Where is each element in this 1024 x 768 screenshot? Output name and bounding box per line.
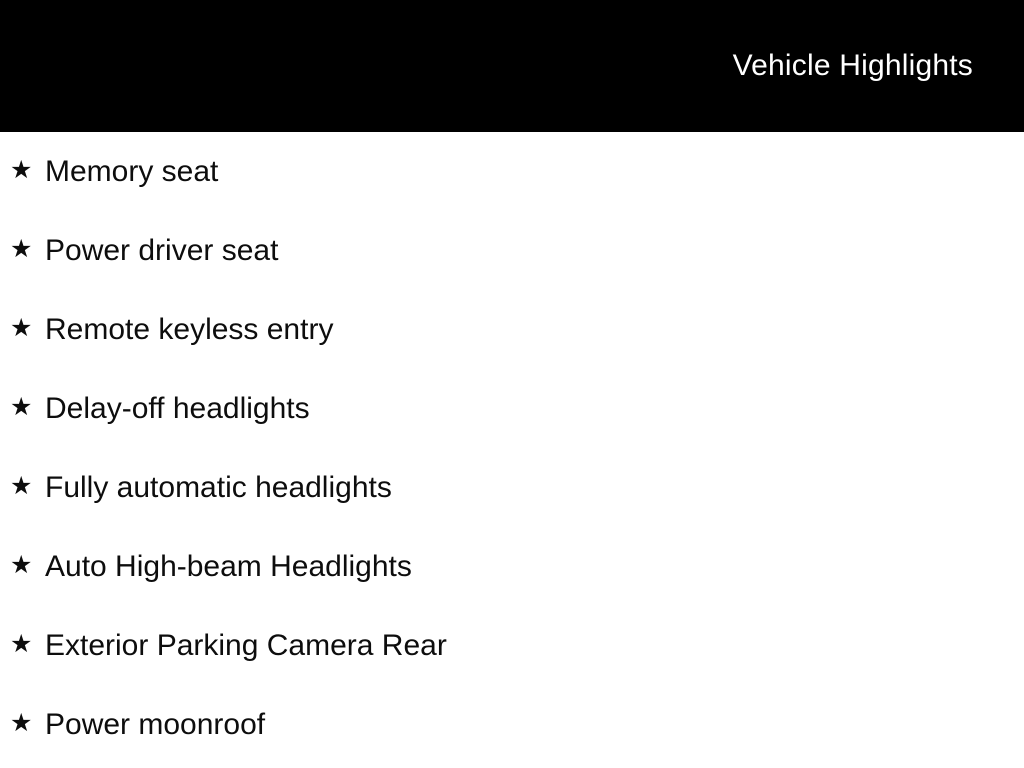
star-icon: ★ [10, 156, 33, 184]
highlight-label: Remote keyless entry [45, 312, 334, 346]
list-item [0, 290, 1024, 369]
highlight-label: Exterior Parking Camera Rear [45, 628, 447, 662]
list-item [0, 606, 1024, 685]
star-icon: ★ [10, 630, 33, 658]
highlight-label: Delay-off headlights [45, 391, 310, 425]
list-item [0, 448, 1024, 527]
list-item [0, 132, 1024, 211]
highlight-label: Power driver seat [45, 233, 279, 267]
page-title: Vehicle Highlights [732, 49, 973, 82]
list-item [0, 211, 1024, 290]
star-icon: ★ [10, 709, 33, 737]
highlight-label: Fully automatic headlights [45, 470, 392, 504]
list-item [0, 369, 1024, 448]
list-item [0, 685, 1024, 764]
list-item [0, 527, 1024, 606]
star-icon: ★ [10, 314, 33, 342]
star-icon: ★ [10, 235, 33, 263]
highlights-list [0, 132, 1024, 764]
highlight-label: Memory seat [45, 154, 219, 188]
star-icon: ★ [10, 472, 33, 500]
highlight-label: Power moonroof [45, 707, 266, 741]
star-icon: ★ [10, 393, 33, 421]
star-icon: ★ [10, 551, 33, 579]
highlight-label: Auto High-beam Headlights [45, 549, 412, 583]
header-bar [0, 0, 1024, 132]
